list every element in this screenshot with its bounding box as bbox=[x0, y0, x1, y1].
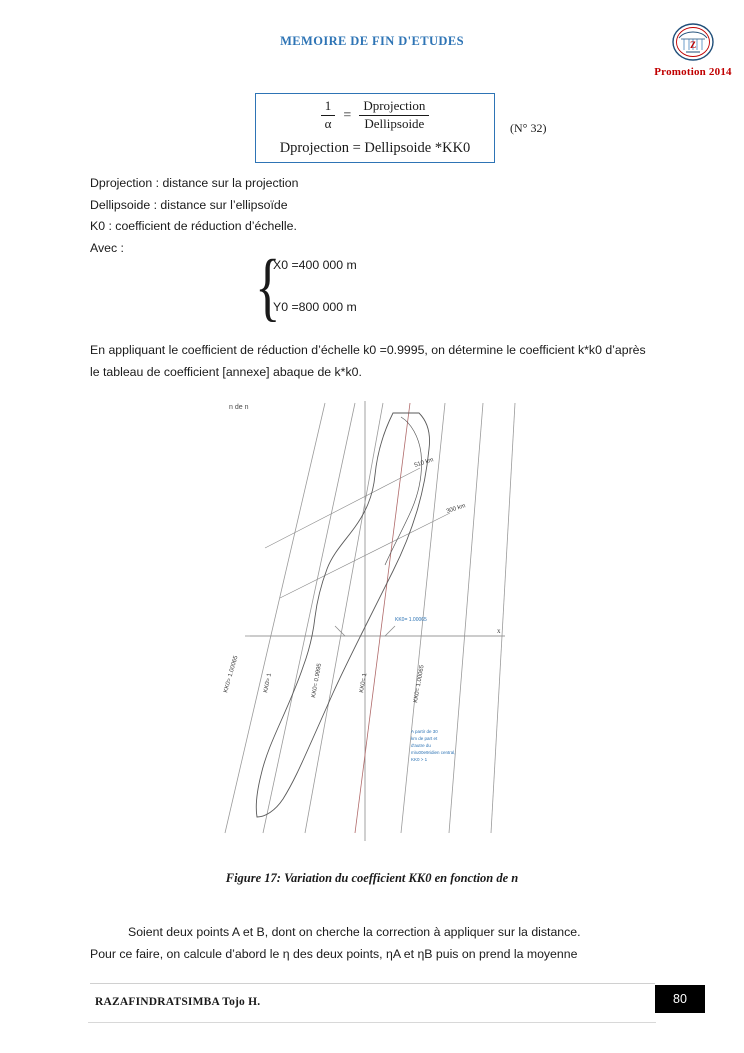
svg-text:KK0= 1: KK0= 1 bbox=[359, 672, 369, 694]
definition-avec: Avec : bbox=[90, 240, 124, 255]
logo-block bbox=[648, 22, 738, 78]
fraction-left bbox=[321, 99, 336, 132]
svg-text:A partir de 30: A partir de 30 bbox=[411, 729, 438, 734]
svg-text:km de part et: km de part et bbox=[411, 736, 438, 741]
page-number: 80 bbox=[655, 985, 705, 1013]
formula-line-2: Dprojection = Dellipsoide *KK0 bbox=[279, 139, 471, 156]
footer-divider bbox=[90, 983, 655, 984]
definition-dellipsoide: Dellipsoide : distance sur l’ellipsoïde bbox=[90, 197, 288, 212]
svg-text:KK0 > 1: KK0 > 1 bbox=[411, 757, 428, 762]
svg-text:KK0= 1.00065: KK0= 1.00065 bbox=[413, 664, 426, 704]
school-emblem-icon bbox=[671, 22, 715, 62]
figure-scan-image bbox=[205, 393, 535, 848]
paragraph-coefficient: En appliquant le coefficient de réduction d’échelle k0 =0.9995, on détermine le coefficient k*k0 d’après le tableau de coefficient [annexe] abaque de k*k0. bbox=[90, 343, 646, 379]
promotion-label: Promotion 2014 bbox=[654, 66, 732, 78]
footer-bottom-divider bbox=[88, 1022, 656, 1023]
svg-text:KK0= 0.9995: KK0= 0.9995 bbox=[311, 662, 324, 699]
page-title: MEMOIRE DE FIN D'ETUDES bbox=[280, 34, 464, 48]
formula-number: (N° 32) bbox=[510, 121, 547, 135]
svg-text:KK0= 1.00065: KK0= 1.00065 bbox=[223, 655, 240, 694]
fraction-left-numerator: 1 bbox=[321, 99, 336, 116]
svg-text:x: x bbox=[497, 627, 501, 635]
paragraph-end bbox=[90, 922, 650, 965]
svg-text:510 km: 510 km bbox=[413, 457, 435, 469]
footer-author: RAZAFINDRATSIMBA Tojo H. bbox=[95, 996, 261, 1008]
paragraph-end-line-1: Soient deux points A et B, dont on cherche la correction à appliquer sur la distance. bbox=[128, 925, 581, 939]
fraction-right-numerator: Dprojection bbox=[359, 99, 429, 116]
svg-text:300 km: 300 km bbox=[445, 503, 467, 515]
constant-x0: X0 =400 000 m bbox=[273, 258, 357, 272]
svg-text:KK0= 1: KK0= 1 bbox=[263, 672, 274, 694]
svg-text:KK0= 1.00065: KK0= 1.00065 bbox=[395, 617, 427, 623]
svg-text:n de n: n de n bbox=[229, 404, 249, 411]
equals-sign: = bbox=[343, 107, 352, 123]
curly-brace-icon: { bbox=[255, 245, 281, 329]
fraction-right bbox=[359, 99, 429, 132]
constant-y0: Y0 =800 000 m bbox=[273, 300, 357, 314]
definitions-block bbox=[90, 173, 590, 259]
paragraph-end-line-2: Pour ce faire, on calcule d’abord le η des deux points, ηA et ηB puis on prend la moyenne bbox=[90, 946, 578, 961]
formula-box bbox=[255, 93, 495, 163]
definition-dprojection: Dprojection : distance sur la projection bbox=[90, 176, 299, 190]
constants-brace-block bbox=[245, 245, 545, 329]
svg-text:d'autre du: d'autre du bbox=[411, 743, 431, 748]
svg-text:m\u00e9ridien central,: m\u00e9ridien central, bbox=[411, 750, 456, 755]
fraction-left-denominator: α bbox=[324, 116, 332, 131]
figure-caption: Figure 17: Variation du coefficient KK0 en fonction de n bbox=[225, 871, 519, 885]
fraction-right-denominator: Dellipsoide bbox=[364, 116, 425, 131]
svg-text:Z: Z bbox=[689, 40, 697, 50]
formula-line-1 bbox=[321, 99, 430, 132]
definition-k0: K0 : coefficient de réduction d’échelle. bbox=[90, 219, 297, 233]
